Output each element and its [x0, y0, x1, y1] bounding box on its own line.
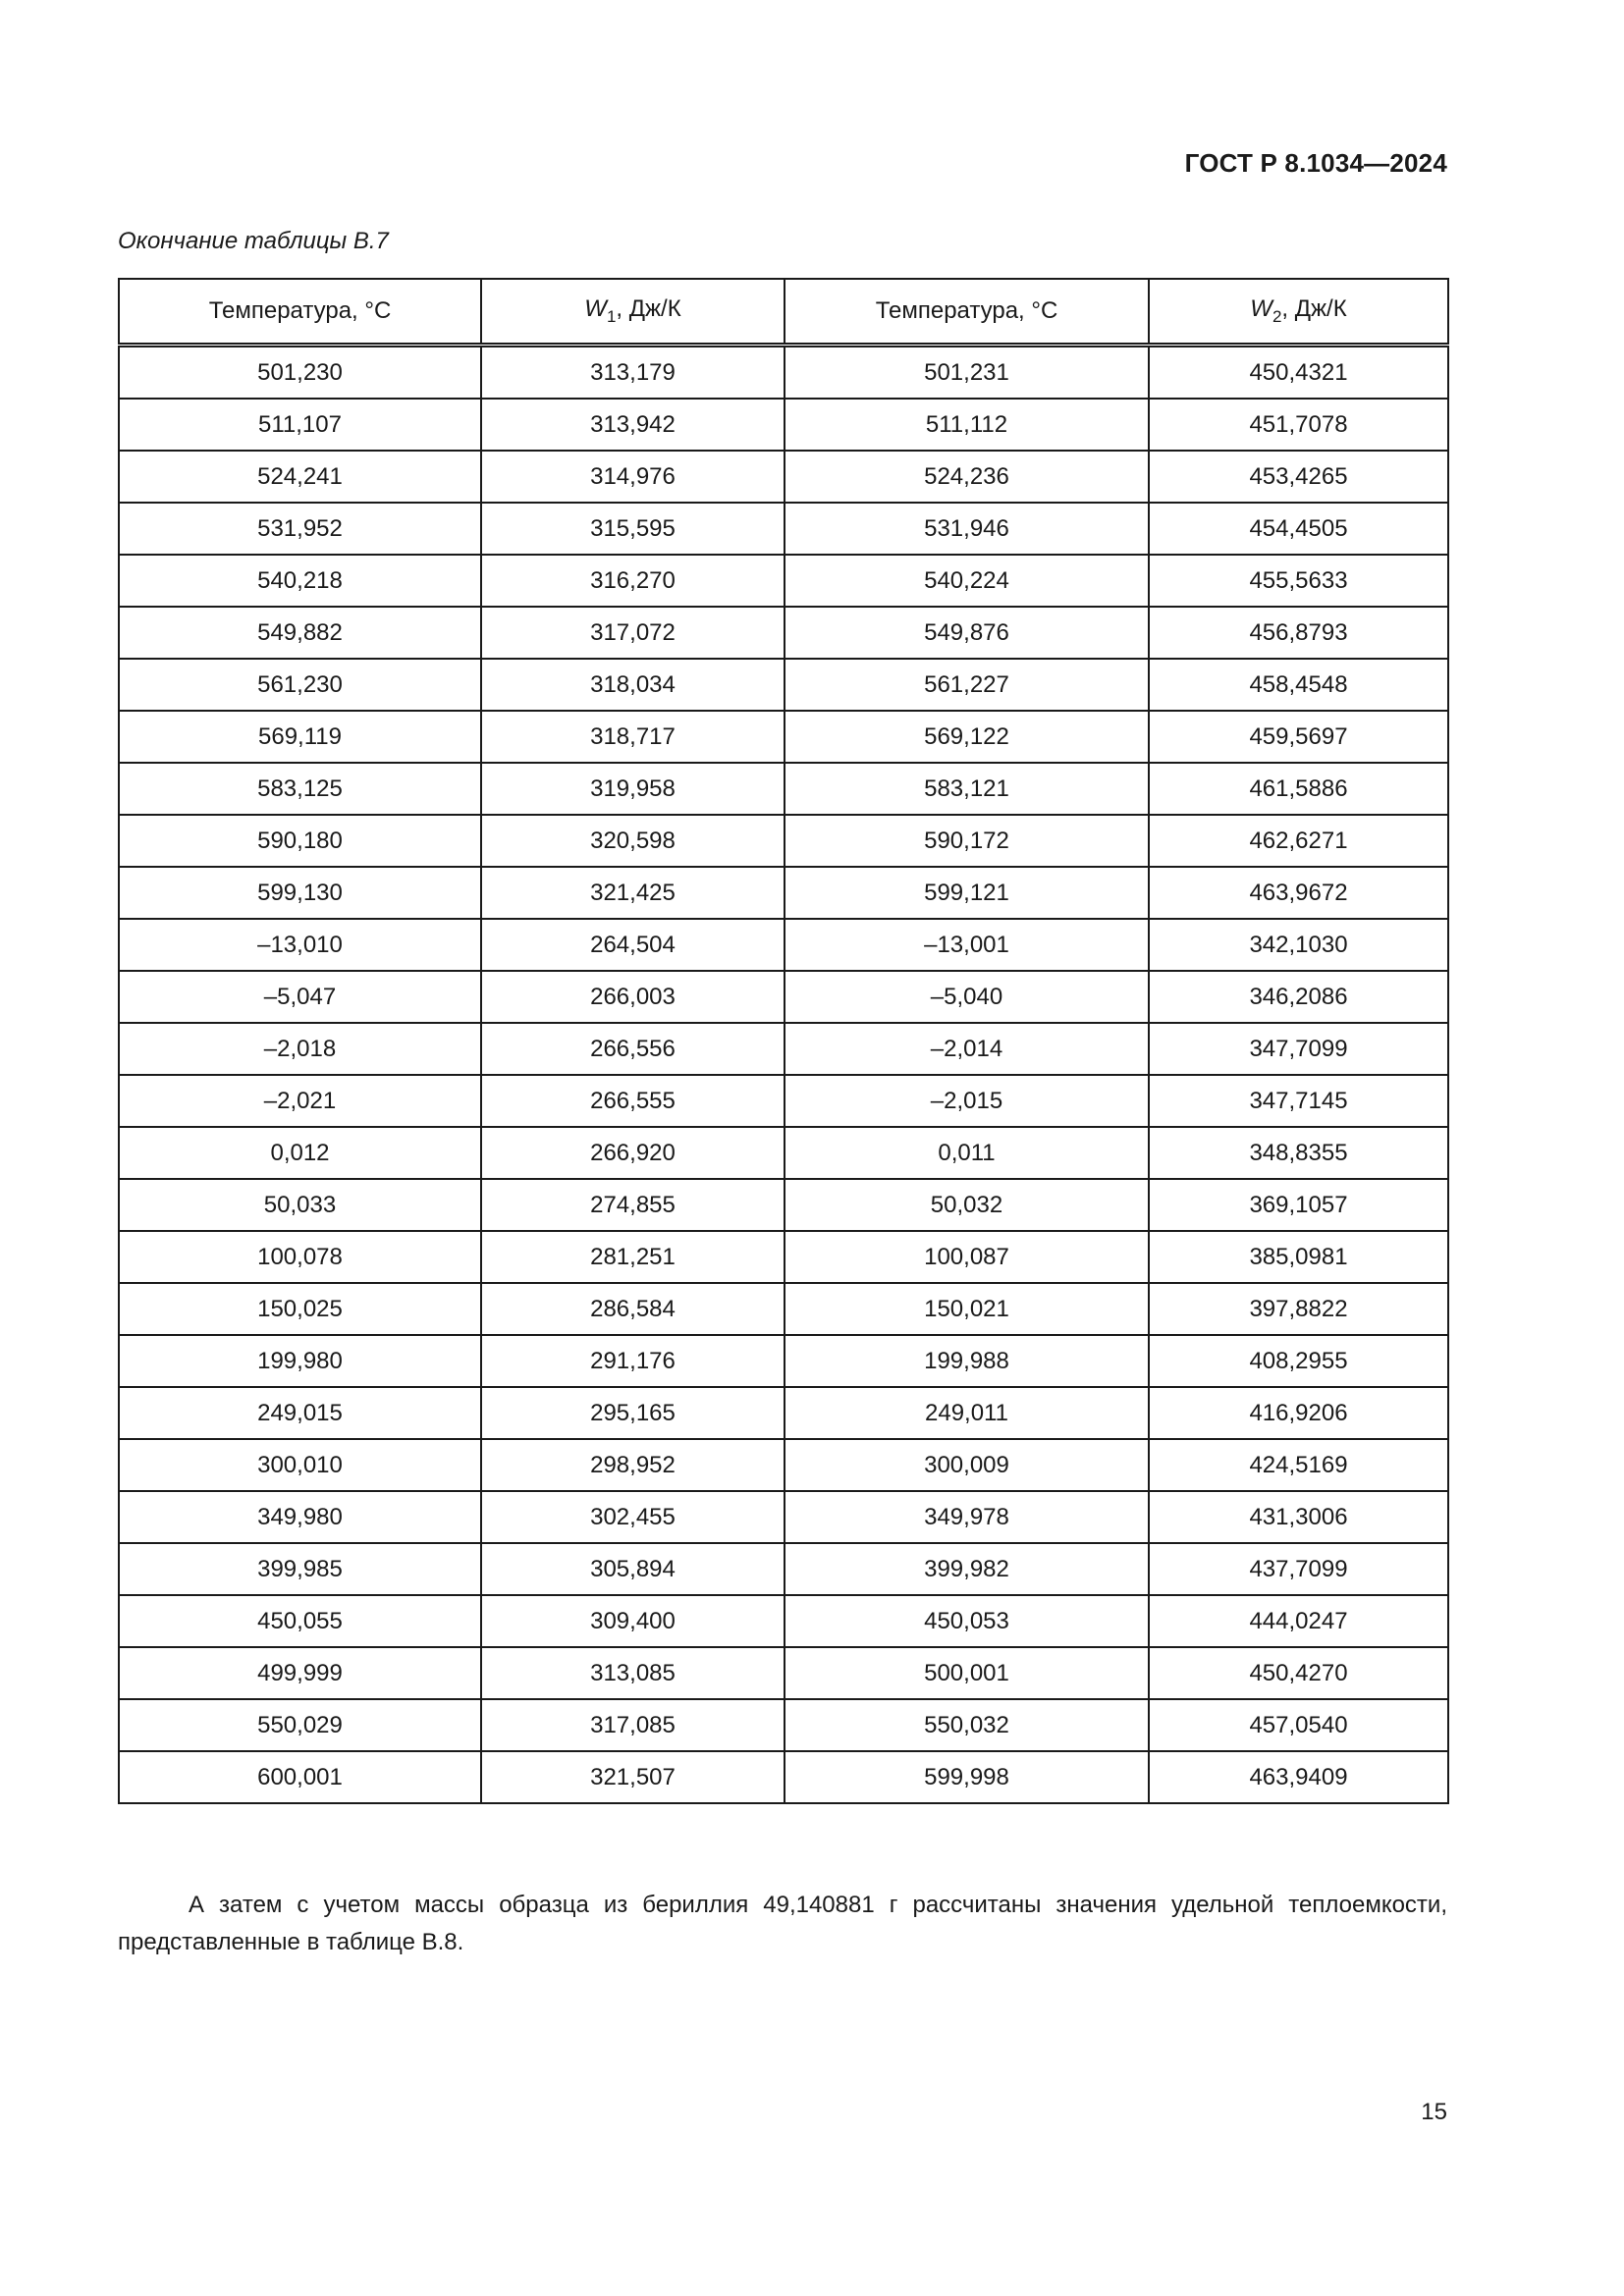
table-row: [119, 503, 1448, 555]
column-header-symbol: W: [584, 295, 607, 322]
temperature-2-cell: 349,978: [785, 1491, 1149, 1543]
table-row: [119, 1023, 1448, 1075]
table-row: [119, 607, 1448, 659]
w1-cell: 291,176: [481, 1335, 785, 1387]
temperature-2-cell: 561,227: [785, 659, 1149, 711]
temperature-1-cell: 550,029: [119, 1699, 481, 1751]
table-body: [119, 346, 1448, 1804]
temperature-2-cell: 549,876: [785, 607, 1149, 659]
table-row: [119, 971, 1448, 1023]
w2-cell: 444,0247: [1149, 1595, 1448, 1647]
temperature-1-cell: –13,010: [119, 919, 481, 971]
temperature-2-cell: 399,982: [785, 1543, 1149, 1595]
table-row: [119, 1595, 1448, 1647]
w2-cell: 408,2955: [1149, 1335, 1448, 1387]
column-header-temperature-2: [785, 279, 1149, 346]
column-header-w2: [1149, 279, 1448, 346]
table-row: [119, 815, 1448, 867]
temperature-1-cell: 399,985: [119, 1543, 481, 1595]
column-header-subscript: 2: [1272, 307, 1282, 326]
w2-cell: 451,7078: [1149, 399, 1448, 451]
w1-cell: 318,034: [481, 659, 785, 711]
table-row: [119, 1283, 1448, 1335]
temperature-2-cell: –2,014: [785, 1023, 1149, 1075]
table-row: [119, 1127, 1448, 1179]
column-header-label: Температура, °C: [875, 297, 1058, 324]
table-row: [119, 1491, 1448, 1543]
w2-cell: 450,4270: [1149, 1647, 1448, 1699]
temperature-1-cell: 590,180: [119, 815, 481, 867]
column-header-temperature-1: [119, 279, 481, 346]
w1-cell: 313,942: [481, 399, 785, 451]
table-row: [119, 711, 1448, 763]
w2-cell: 462,6271: [1149, 815, 1448, 867]
body-paragraph: А затем с учетом массы образца из бериллия 49,140881 г рассчитаны значения удельной теплоемкости, представленные в таблице В.8.: [118, 1892, 1447, 1955]
temperature-1-cell: 561,230: [119, 659, 481, 711]
temperature-1-cell: 600,001: [119, 1751, 481, 1803]
table-row: [119, 1751, 1448, 1803]
table-row: [119, 763, 1448, 815]
temperature-2-cell: 150,021: [785, 1283, 1149, 1335]
temperature-2-cell: 583,121: [785, 763, 1149, 815]
temperature-1-cell: 450,055: [119, 1595, 481, 1647]
w1-cell: 266,920: [481, 1127, 785, 1179]
w1-cell: 266,555: [481, 1075, 785, 1127]
temperature-2-cell: 524,236: [785, 451, 1149, 503]
w2-cell: 397,8822: [1149, 1283, 1448, 1335]
temperature-1-cell: 199,980: [119, 1335, 481, 1387]
table-row: [119, 659, 1448, 711]
w1-cell: 318,717: [481, 711, 785, 763]
temperature-2-cell: 500,001: [785, 1647, 1149, 1699]
w1-cell: 313,179: [481, 346, 785, 400]
w1-cell: 281,251: [481, 1231, 785, 1283]
temperature-2-cell: 300,009: [785, 1439, 1149, 1491]
w1-cell: 266,556: [481, 1023, 785, 1075]
column-header-subscript: 1: [606, 307, 617, 326]
column-header-unit: , Дж/К: [1281, 295, 1347, 322]
w2-cell: 348,8355: [1149, 1127, 1448, 1179]
w2-cell: 424,5169: [1149, 1439, 1448, 1491]
temperature-2-cell: 590,172: [785, 815, 1149, 867]
temperature-1-cell: –2,021: [119, 1075, 481, 1127]
w2-cell: 431,3006: [1149, 1491, 1448, 1543]
column-header-w1: [481, 279, 785, 346]
w1-cell: 317,085: [481, 1699, 785, 1751]
table-row: [119, 1179, 1448, 1231]
temperature-1-cell: 540,218: [119, 555, 481, 607]
table-row: [119, 1439, 1448, 1491]
temperature-2-cell: 0,011: [785, 1127, 1149, 1179]
table-row: [119, 1699, 1448, 1751]
w1-cell: 298,952: [481, 1439, 785, 1491]
temperature-1-cell: 511,107: [119, 399, 481, 451]
temperature-1-cell: 300,010: [119, 1439, 481, 1491]
column-header-unit: , Дж/К: [616, 295, 681, 322]
temperature-1-cell: 499,999: [119, 1647, 481, 1699]
temperature-1-cell: 524,241: [119, 451, 481, 503]
temperature-2-cell: 100,087: [785, 1231, 1149, 1283]
column-header-label: Температура, °C: [208, 297, 392, 324]
table-caption: Окончание таблицы В.7: [118, 228, 389, 254]
w2-cell: 450,4321: [1149, 346, 1448, 400]
w1-cell: 319,958: [481, 763, 785, 815]
w2-cell: 385,0981: [1149, 1231, 1448, 1283]
w2-cell: 346,2086: [1149, 971, 1448, 1023]
table-row: [119, 919, 1448, 971]
w1-cell: 321,507: [481, 1751, 785, 1803]
w1-cell: 315,595: [481, 503, 785, 555]
temperature-2-cell: 199,988: [785, 1335, 1149, 1387]
w1-cell: 321,425: [481, 867, 785, 919]
temperature-1-cell: 569,119: [119, 711, 481, 763]
w1-cell: 317,072: [481, 607, 785, 659]
w1-cell: 274,855: [481, 1179, 785, 1231]
table-row: [119, 346, 1448, 400]
table-header-row: [119, 279, 1448, 346]
w1-cell: 314,976: [481, 451, 785, 503]
table-row: [119, 1075, 1448, 1127]
w2-cell: 455,5633: [1149, 555, 1448, 607]
w2-cell: 461,5886: [1149, 763, 1448, 815]
w1-cell: 266,003: [481, 971, 785, 1023]
table-row: [119, 1231, 1448, 1283]
w2-cell: 369,1057: [1149, 1179, 1448, 1231]
w2-cell: 463,9672: [1149, 867, 1448, 919]
temperature-1-cell: 0,012: [119, 1127, 481, 1179]
temperature-2-cell: 531,946: [785, 503, 1149, 555]
w1-cell: 305,894: [481, 1543, 785, 1595]
temperature-1-cell: –5,047: [119, 971, 481, 1023]
table-row: [119, 399, 1448, 451]
temperature-2-cell: 540,224: [785, 555, 1149, 607]
temperature-1-cell: 349,980: [119, 1491, 481, 1543]
temperature-2-cell: –5,040: [785, 971, 1149, 1023]
temperature-2-cell: 511,112: [785, 399, 1149, 451]
temperature-1-cell: 599,130: [119, 867, 481, 919]
document-code: ГОСТ Р 8.1034—2024: [1184, 148, 1447, 178]
temperature-1-cell: 50,033: [119, 1179, 481, 1231]
w2-cell: 437,7099: [1149, 1543, 1448, 1595]
w1-cell: 316,270: [481, 555, 785, 607]
w2-cell: 342,1030: [1149, 919, 1448, 971]
temperature-2-cell: 450,053: [785, 1595, 1149, 1647]
temperature-1-cell: 531,952: [119, 503, 481, 555]
w2-cell: 416,9206: [1149, 1387, 1448, 1439]
temperature-2-cell: 569,122: [785, 711, 1149, 763]
w2-cell: 453,4265: [1149, 451, 1448, 503]
temperature-2-cell: 550,032: [785, 1699, 1149, 1751]
w2-cell: 463,9409: [1149, 1751, 1448, 1803]
temperature-1-cell: –2,018: [119, 1023, 481, 1075]
w2-cell: 454,4505: [1149, 503, 1448, 555]
temperature-1-cell: 100,078: [119, 1231, 481, 1283]
w2-cell: 347,7099: [1149, 1023, 1448, 1075]
temperature-2-cell: –2,015: [785, 1075, 1149, 1127]
temperature-2-cell: 599,121: [785, 867, 1149, 919]
table-row: [119, 1335, 1448, 1387]
w1-cell: 264,504: [481, 919, 785, 971]
table-row: [119, 867, 1448, 919]
temperature-1-cell: 501,230: [119, 346, 481, 400]
w2-cell: 458,4548: [1149, 659, 1448, 711]
table-row: [119, 451, 1448, 503]
w2-cell: 456,8793: [1149, 607, 1448, 659]
temperature-2-cell: –13,001: [785, 919, 1149, 971]
w2-cell: 347,7145: [1149, 1075, 1448, 1127]
w2-cell: 459,5697: [1149, 711, 1448, 763]
w1-cell: 302,455: [481, 1491, 785, 1543]
w1-cell: 286,584: [481, 1283, 785, 1335]
w1-cell: 309,400: [481, 1595, 785, 1647]
temperature-1-cell: 583,125: [119, 763, 481, 815]
table-row: [119, 555, 1448, 607]
temperature-1-cell: 549,882: [119, 607, 481, 659]
w1-cell: 295,165: [481, 1387, 785, 1439]
w2-cell: 457,0540: [1149, 1699, 1448, 1751]
temperature-2-cell: 501,231: [785, 346, 1149, 400]
data-table: [118, 278, 1449, 1804]
temperature-1-cell: 150,025: [119, 1283, 481, 1335]
temperature-2-cell: 599,998: [785, 1751, 1149, 1803]
table-row: [119, 1543, 1448, 1595]
temperature-1-cell: 249,015: [119, 1387, 481, 1439]
table-row: [119, 1387, 1448, 1439]
temperature-2-cell: 50,032: [785, 1179, 1149, 1231]
table-row: [119, 1647, 1448, 1699]
w1-cell: 313,085: [481, 1647, 785, 1699]
column-header-symbol: W: [1250, 295, 1272, 322]
page-number: 15: [1421, 2099, 1447, 2125]
w1-cell: 320,598: [481, 815, 785, 867]
temperature-2-cell: 249,011: [785, 1387, 1149, 1439]
